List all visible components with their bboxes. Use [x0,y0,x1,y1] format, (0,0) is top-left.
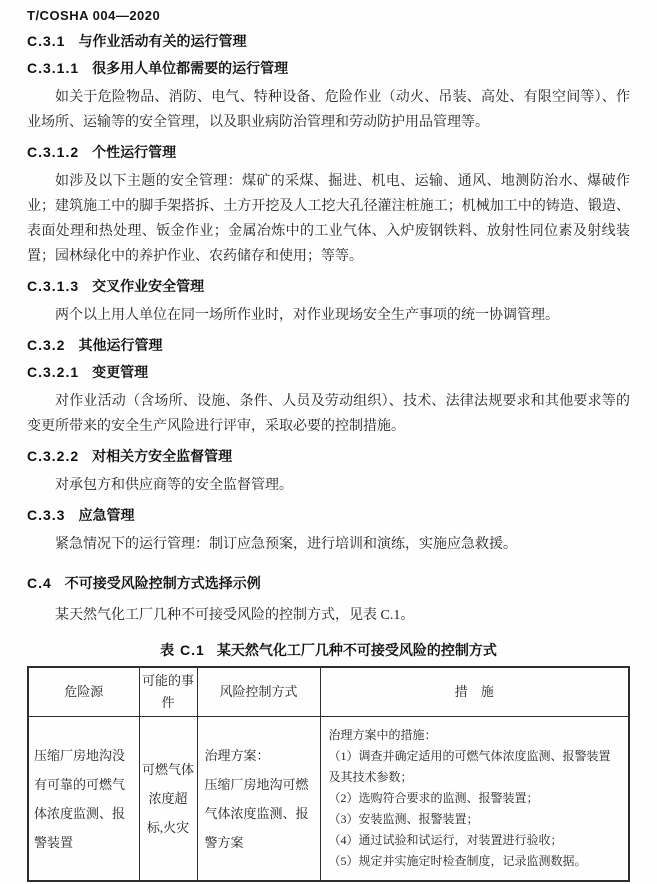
heading-number: C.3.1.3 [27,278,80,294]
heading-c3-1-1 [27,58,630,78]
control-line: 压缩厂房地沟可燃气体浓度监测、报警方案 [204,776,309,850]
paragraph-c3-2-2: 对承包方和供应商等的安全监督管理。 [55,478,293,493]
measure-line: （3）安装监测、报警装置； [328,812,479,826]
event-cell: 可燃气体浓度超标,火灾 [139,717,197,882]
header-cell-hazard: 危险源 [28,667,139,717]
heading-number: C.3.2 [27,337,66,353]
heading-c3-2 [27,335,630,355]
doc-number: T/COSHA 004—2020 [27,8,161,23]
measure-line: （1）调查并确定适用的可燃气体浓度监测、报警装置及其技术参数； [328,749,611,784]
measure-line: （2）选购符合要求的监测、报警装置； [328,791,539,805]
paragraph-c4: 某天然气化工厂几种不可接受风险的控制方式，见表 C.1。 [55,608,415,623]
heading-number: C.3.3 [27,507,66,523]
heading-number: C.3.2.1 [27,364,80,380]
heading-c3-1 [27,31,630,51]
heading-number: C.3.1 [27,33,66,49]
heading-title: 变更管理 [92,364,149,380]
heading-title: 与作业活动有关的运行管理 [78,33,247,49]
heading-c4 [27,573,630,593]
heading-title: 交叉作业安全管理 [92,278,205,294]
heading-c3-2-2 [27,446,630,466]
header-cell-control: 风险控制方式 [197,667,320,717]
header-cell-event: 可能的事件 [139,667,197,717]
table-caption-text: 某天然气化工厂几种不可接受风险的控制方式 [216,642,497,658]
table-c1 [27,666,630,882]
heading-title: 对相关方安全监督管理 [92,448,233,464]
header-cell-measures: 措 施 [320,667,629,717]
table-header-row [28,667,629,717]
heading-title: 其他运行管理 [78,337,163,353]
measure-line: 治理方案中的措施： [328,728,437,742]
measure-line: （5）规定并实施定时检查制度，记录监测数据。 [328,854,587,868]
measure-line: （4）通过试验和试运行，对装置进行验收； [328,833,563,847]
paragraph-c3-2-1: 对作业活动（含场所、设施、条件、人员及劳动组织）、技术、法律法规要求和其他要求等的变更所带来的安全生产风险进行评审，采取必要的控制措施。 [27,394,630,434]
paragraph-c3-1-2: 如涉及以下主题的安全管理：煤矿的采煤、掘进、机电、运输、通风、地测防治水、爆破作业；建筑施工中的脚手架搭拆、土方开挖及人工挖大孔径灌注桩施工；机械加工中的铸造、锻造、表面处理和热处理、钣金作业；金属冶炼中的工业气体、入炉废钢铁料、放射性同位素及射线装置；园林绿化中的养护作业、农药储存和使用；等等。 [27,174,630,264]
control-line: 治理方案： [204,747,270,763]
heading-c3-1-2 [27,142,630,162]
hazard-cell: 压缩厂房地沟没有可靠的可燃气体浓度监测、报警装置 [28,717,139,882]
paragraph-c3-3: 紧急情况下的运行管理：制订应急预案，进行培训和演练，实施应急救援。 [55,537,517,552]
heading-title: 不可接受风险控制方式选择示例 [64,575,261,591]
paragraph-c3-1-3: 两个以上用人单位在同一场所作业时，对作业现场安全生产事项的统一协调管理。 [55,308,559,323]
heading-number: C.3.1.2 [27,144,80,160]
table-caption [27,640,630,660]
heading-number: C.3.1.1 [27,60,80,76]
control-cell [197,717,320,882]
heading-c3-3 [27,505,630,525]
paragraph-c3-1-1: 如关于危险物品、消防、电气、特种设备、危险作业（动火、吊装、高处、有限空间等）、作业场所、运输等的安全管理，以及职业病防治管理和劳动防护用品管理等。 [27,90,630,130]
table-caption-label: 表 C.1 [160,642,205,658]
heading-number: C.4 [27,575,52,591]
table-row [28,717,629,882]
measures-cell [320,717,629,882]
heading-c3-2-1 [27,362,630,382]
heading-c3-1-3 [27,276,630,296]
heading-title: 个性运行管理 [92,144,177,160]
heading-title: 很多用人单位都需要的运行管理 [92,60,289,76]
heading-number: C.3.2.2 [27,448,80,464]
heading-title: 应急管理 [78,507,135,523]
